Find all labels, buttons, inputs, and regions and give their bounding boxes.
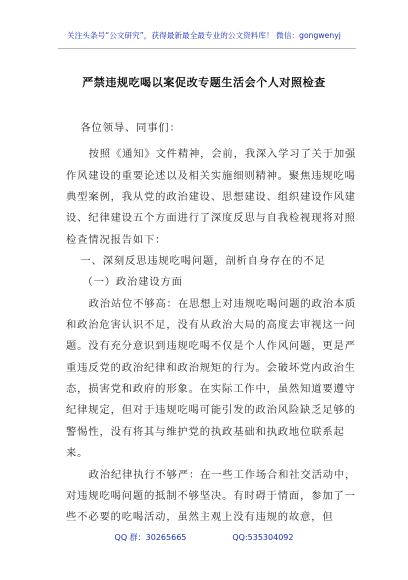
footer-qq-group: QQ 群：30265665 (114, 533, 187, 542)
document-title: 严禁违规吃喝以案促改专题生活会个人对照检查 (82, 76, 326, 89)
footer-contact (0, 532, 408, 543)
footer-qq: QQ:535304092 (232, 533, 294, 542)
body-paragraph: 政治站位不够高：在思想上对违规吃喝问题的政治本质和政治危害认识不足，没有从政治大局的高度去审视这一问题。没有充分意识到违规吃喝不仅是个人作风问题，更是严重违反党的政治纪律和政治规矩的行为。会破坏党内政治生态，损害党和政府的形象。在实际工作中，虽然知道要遵守纪律规定，但对于违规吃喝可能引发的政治风险缺乏足够的警惕性，没有将其与维护党的执政基础和执政地位联系起来。 (66, 297, 357, 460)
header-divider (58, 48, 356, 49)
intro-paragraph: 按照《通知》文件精神，会前，我深入学习了关于加强作风建设的重要论述以及相关实施细则精神。聚焦违规吃喝典型案例，我从党的政治建设、思想建设、组织建设作风建设、纪律建设五个方面进行了深度反思与自我检视现将对照检查情况报告如下： (66, 148, 357, 246)
section-heading: 一、深刻反思违规吃喝问题，剖析自身存在的不足 (80, 255, 326, 268)
document-body (66, 118, 358, 529)
header-promo-note: 关注头条号“公文研究”，获得最新最全最专业的公文资料库！ 微信：gongwenyj (67, 31, 341, 40)
body-paragraph: 政治纪律执行不够严：在一些工作场合和社交活动中，对违规吃喝问题的抵制不够坚决。有时碍于情面，参加了一些不必要的吃喝活动，虽然主观上没有违规的故意，但 (66, 468, 357, 524)
greeting: 各位领导、同事们： (80, 122, 181, 134)
subsection-heading: （一）政治建设方面 (82, 276, 183, 289)
